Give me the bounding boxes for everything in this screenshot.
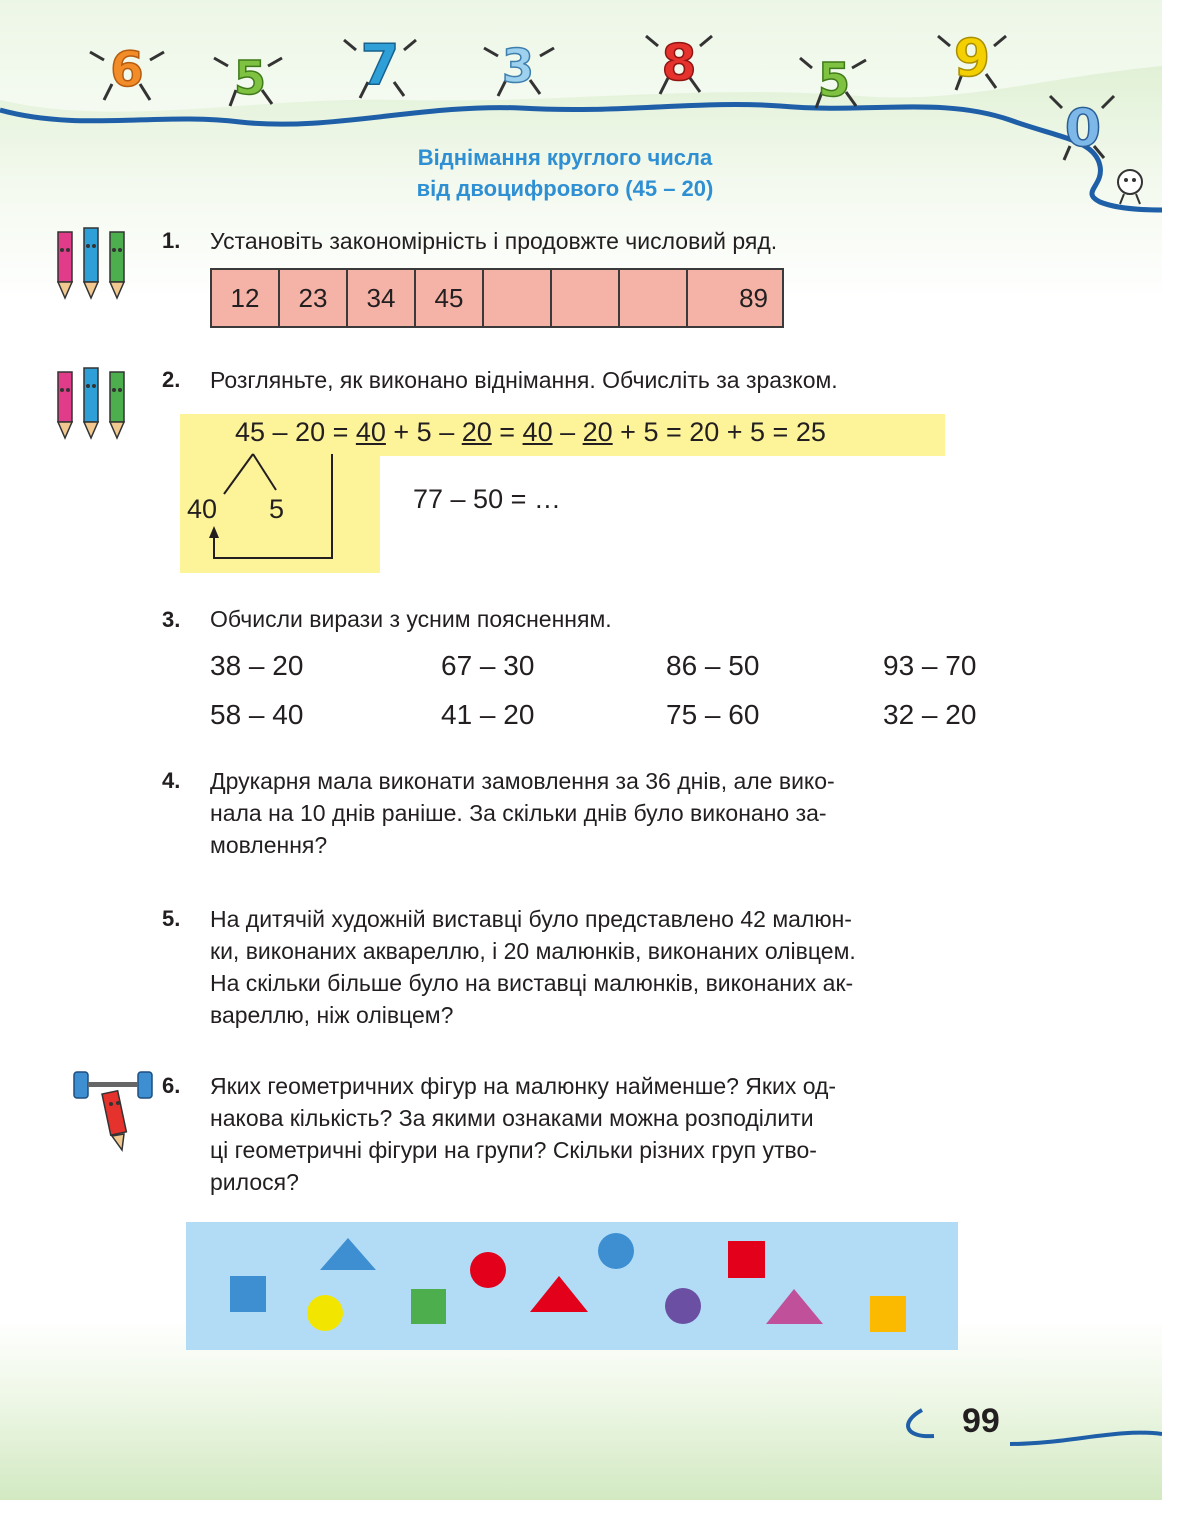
series-cell-4: 45 bbox=[415, 269, 483, 327]
title-line-2: від двоцифрового (45 – 20) bbox=[416, 176, 714, 201]
title-line-1: Віднімання круглого числа bbox=[417, 145, 713, 170]
shapes-canvas bbox=[186, 1222, 958, 1350]
task-2-text: Розгляньте, як виконано віднімання. Обчисліть за зразком. bbox=[210, 367, 838, 393]
example-formula: 45 – 20 = 40 + 5 – 20 = 40 – 20 + 5 = 20 + 5 = 25 bbox=[235, 417, 826, 447]
page-number-swoosh bbox=[898, 1404, 1162, 1454]
decomposition-units: 5 bbox=[269, 494, 285, 524]
task-4-number: 4. bbox=[162, 768, 181, 793]
page-title bbox=[300, 142, 830, 204]
number-0-character-icon bbox=[1050, 96, 1114, 160]
svg-text:8: 8 bbox=[661, 34, 697, 92]
series-cell-2: 23 bbox=[279, 269, 347, 327]
pencils-icon bbox=[52, 226, 132, 302]
series-cell-6 bbox=[551, 269, 619, 327]
number-series-table bbox=[210, 268, 784, 328]
expression-1-4: 93 – 70 bbox=[883, 650, 977, 681]
red-square bbox=[728, 1241, 765, 1278]
pink-triangle bbox=[766, 1289, 823, 1324]
series-cell-8: 89 bbox=[687, 269, 783, 327]
pencils-icon-2 bbox=[52, 366, 132, 442]
exercise-expression: 77 – 50 = … bbox=[413, 484, 561, 514]
task-5-number: 5. bbox=[162, 906, 181, 931]
series-cell-5 bbox=[483, 269, 551, 327]
expression-1-3: 86 – 50 bbox=[666, 650, 760, 681]
svg-text:5: 5 bbox=[233, 51, 267, 105]
decomposition-tens: 40 bbox=[187, 494, 218, 524]
green-square bbox=[411, 1289, 446, 1324]
task-1-number: 1. bbox=[162, 228, 181, 253]
task-4-text: Друкарня мала виконати замовлення за 36 днів, але вико- нала на 10 днів раніше. За скільки днів було виконано за- мовлення? bbox=[210, 768, 835, 858]
small-character-icon bbox=[1118, 170, 1142, 204]
task-6-text: Яких геометричних фігур на малюнку найменше? Яких од- накова кількість? За якими ознаками можна розподілити ці геометричні фігури на групи? Скільки різних груп утво- рилося? bbox=[210, 1073, 837, 1195]
blue-square bbox=[230, 1276, 266, 1312]
underlined-40: 40 bbox=[355, 417, 386, 447]
svg-text:3: 3 bbox=[501, 39, 535, 93]
task-5-text: На дитячій художній виставці було представлено 42 малюн- ки, виконаних аквареллю, і 20 малюнків, виконаних олівцем. На скільки більше було на виставці малюнків, виконаних ак- вареллю, ніж олівцем? bbox=[210, 906, 856, 1028]
expression-1-2: 67 – 30 bbox=[441, 650, 535, 681]
series-cell-3: 34 bbox=[347, 269, 415, 327]
task-6-number: 6. bbox=[162, 1073, 181, 1098]
svg-text:5: 5 bbox=[817, 53, 851, 107]
series-cell-1: 12 bbox=[211, 269, 279, 327]
task-2-number: 2. bbox=[162, 367, 181, 392]
blue-circle bbox=[598, 1233, 634, 1269]
expression-2-1: 58 – 40 bbox=[210, 699, 304, 730]
red-circle bbox=[470, 1252, 506, 1288]
yellow-circle bbox=[307, 1295, 343, 1331]
underlined-20: 20 bbox=[461, 417, 492, 447]
weightlifter-pencil-icon bbox=[72, 1060, 156, 1152]
svg-text:7: 7 bbox=[360, 33, 400, 98]
task-3-number: 3. bbox=[162, 607, 181, 632]
purple-circle bbox=[665, 1288, 701, 1324]
expression-2-4: 32 – 20 bbox=[883, 699, 977, 730]
task-1-text: Установіть закономірність і продовжте числовий ряд. bbox=[210, 228, 778, 254]
svg-text:6: 6 bbox=[110, 42, 144, 98]
page-number: 99 bbox=[962, 1402, 1000, 1440]
expression-2-2: 41 – 20 bbox=[441, 699, 535, 730]
geometric-shapes-picture bbox=[186, 1222, 958, 1350]
blue-triangle bbox=[320, 1238, 376, 1270]
svg-text:9: 9 bbox=[953, 29, 991, 89]
underlined-20-2: 20 bbox=[582, 417, 613, 447]
expression-2-3: 75 – 60 bbox=[666, 699, 760, 730]
svg-text:0: 0 bbox=[1064, 99, 1102, 159]
task-3-text: Обчисли вирази з усним поясненням. bbox=[210, 606, 612, 632]
series-cell-7 bbox=[619, 269, 687, 327]
underlined-40-2: 40 bbox=[522, 417, 553, 447]
orange-square bbox=[870, 1296, 906, 1332]
red-triangle bbox=[530, 1276, 588, 1312]
expression-1-1: 38 – 20 bbox=[210, 650, 304, 681]
